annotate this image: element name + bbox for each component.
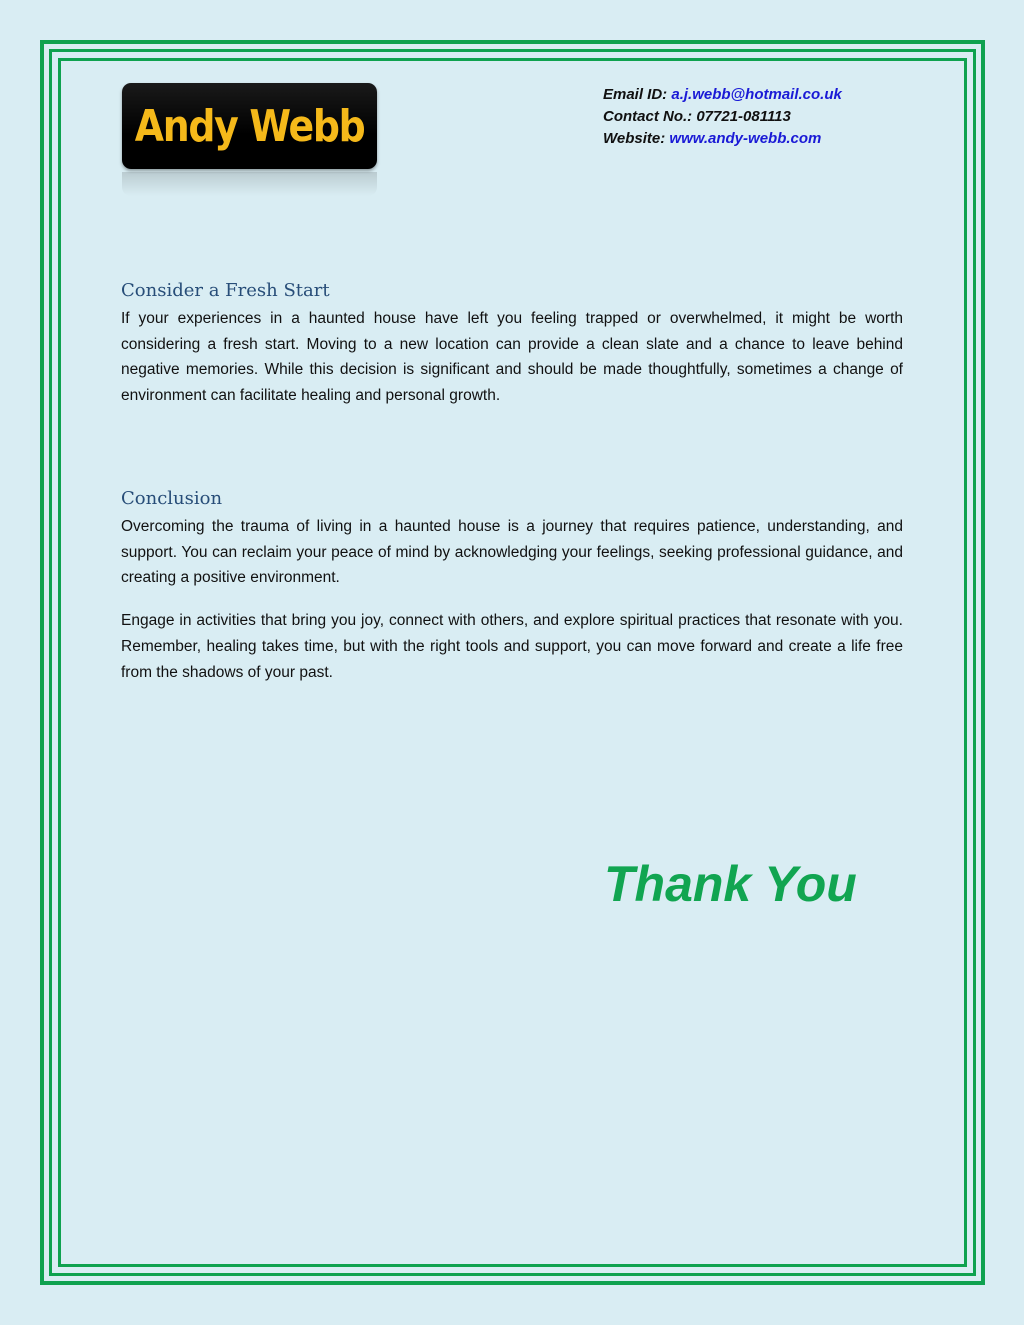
- section-fresh-start: [121, 279, 903, 409]
- section-heading: Conclusion: [121, 488, 223, 509]
- thank-you-text: Thank You: [604, 856, 857, 912]
- email-link[interactable]: a.j.webb@hotmail.co.uk: [671, 86, 842, 103]
- contact-block: [603, 84, 842, 150]
- contact-line: [603, 106, 842, 128]
- paragraph: If your experiences in a haunted house have left you feeling trapped or overwhelmed, it might be worth considering a fresh start. Moving to a new location can provide a clean slate and a chance to leave behind negative memories. While this decision is significant and should be made thoughtfully, sometimes a change of environment can facilitate healing and personal growth.: [121, 310, 903, 405]
- logo: [122, 83, 377, 169]
- logo-reflection: [122, 172, 377, 196]
- email-label: Email ID:: [603, 86, 672, 103]
- paragraph: Overcoming the trauma of living in a haunted house is a journey that requires patience, understanding, and support. You can reclaim your peace of mind by acknowledging your feelings, seeking professional guidance, and creating a positive environment.: [121, 518, 903, 587]
- logo-text: Andy Webb: [134, 100, 365, 152]
- contact-label: Contact No.:: [603, 108, 697, 125]
- website-label: Website:: [603, 130, 670, 147]
- paragraph: Engage in activities that bring you joy, connect with others, and explore spiritual practices that resonate with you. Remember, healing takes time, but with the right tools and support, you can move forward and create a life free from the shadows of your past.: [121, 612, 903, 681]
- website-link[interactable]: www.andy-webb.com: [669, 130, 822, 147]
- section-conclusion: [121, 487, 903, 685]
- contact-number: 07721-081113: [696, 108, 791, 125]
- section-heading: Consider a Fresh Start: [121, 280, 330, 301]
- email-line: [603, 84, 842, 106]
- website-line: [603, 128, 842, 150]
